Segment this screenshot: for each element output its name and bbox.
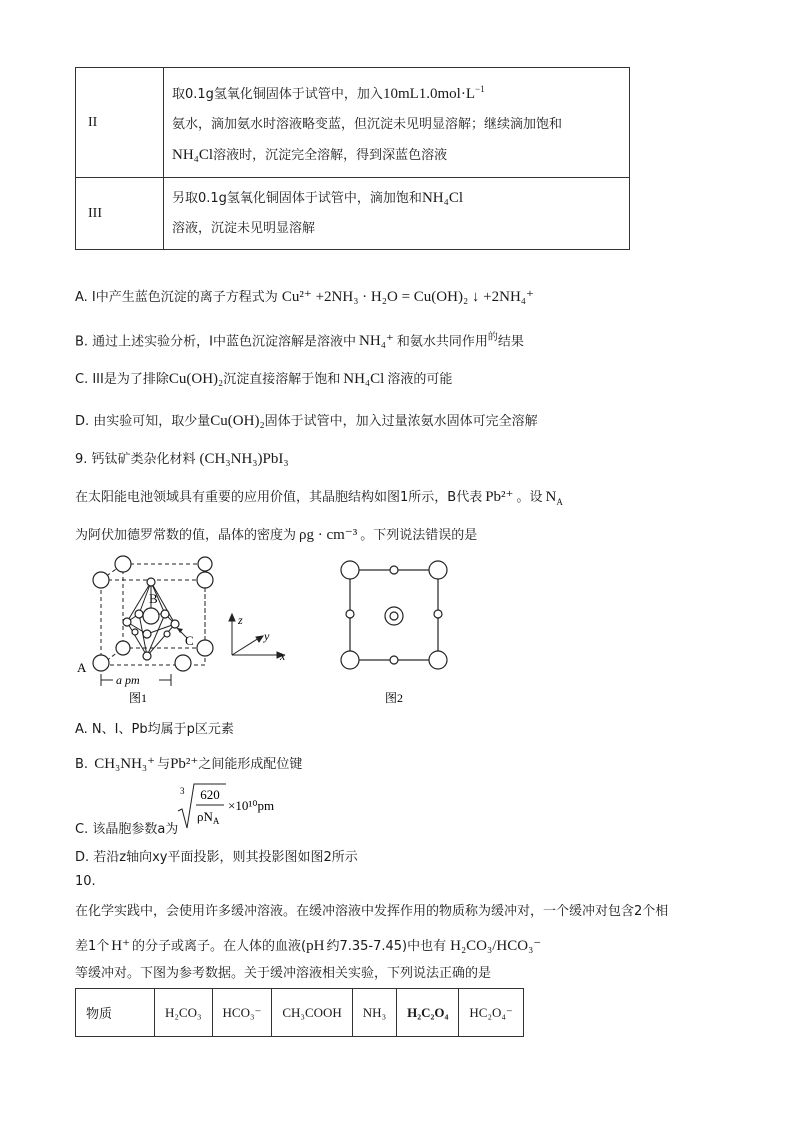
q10-number: 10. <box>75 874 96 889</box>
row-text: 溶液，沉淀未见明显溶解 <box>172 221 316 236</box>
axis-y-label: y <box>264 629 270 643</box>
formula: ρg · cm⁻³ <box>299 527 358 543</box>
row-text: 氨水，滴加氨水时溶液略变蓝，但沉淀未见明显溶解；继续滴加饱和 <box>172 117 563 132</box>
formula: Cu(OH)₂ <box>210 413 265 429</box>
table-header-cell: HC₂O₄⁻ <box>459 989 523 1037</box>
row-number: III <box>76 178 164 250</box>
table-header-cell: H₂C₂O₄ <box>397 989 459 1037</box>
label-b: B <box>149 591 158 606</box>
q9-option-d: D. 若沿z轴向xy平面投影，则其投影图如图2所示 <box>75 850 358 865</box>
q8-option-c: C. III是为了排除Cu(OH)₂沉淀直接溶解于饱和 NH₄Cl 溶液的可能 <box>75 371 453 387</box>
row-text: 取0.1g氢氧化铜固体于试管中，加入 <box>172 87 383 102</box>
q10-line3: 等缓冲对。下图为参考数据。关于缓冲溶液相关实验，下列说法正确的是 <box>75 966 492 981</box>
formula: Cu(OH)₂ <box>168 371 224 387</box>
table-row <box>76 989 524 1037</box>
label-c: C <box>185 633 194 648</box>
figure-1-caption: 图1 <box>129 691 148 705</box>
exponent-tail: ×10¹⁰pm <box>228 798 275 813</box>
formula: H⁺ <box>111 938 131 954</box>
formula: $10mL1.0mol\cdot L^{-1}$ <box>382 84 485 102</box>
q8-option-a: A. I中产生蓝色沉淀的离子方程式为 Cu²⁺ +2NH₃ · H₂O = Cu(OH)₂ ↓ +2NH₄⁺ <box>75 289 534 305</box>
q9-stem-line1: 9. 钙钛矿类杂化材料 (CH₃NH₃)PbI₃ <box>75 451 289 467</box>
formula: NH₄⁺ <box>359 333 394 350</box>
cube-root-expression <box>176 781 296 833</box>
q8-option-b: B. 通过上述实验分析，I中蓝色沉淀溶解是溶液中 NH₄⁺ 和氨水共同作用$^的$结果 <box>75 332 524 350</box>
table-header-cell: CH₃COOH <box>272 989 352 1037</box>
table-row <box>76 68 630 178</box>
dimension-label: a pm <box>116 673 140 687</box>
formula: Pb²⁺ <box>485 489 514 505</box>
row-text: 溶液时，沉淀完全溶解，得到深蓝色溶液 <box>213 148 448 163</box>
formula: NH₄Cl <box>172 147 214 163</box>
q10-line1: 在化学实践中，会使用许多缓冲溶液。在缓冲溶液中发挥作用的物质称为缓冲对，一个缓冲对包含2个相 <box>75 904 669 919</box>
formula: Pb²⁺ <box>170 756 199 772</box>
q9-stem-line3: 为阿伏加德罗常数的值，晶体的密度为 ρg · cm⁻³ 。下列说法错误的是 <box>75 527 478 543</box>
formula: Cu²⁺ +2NH₃ · H₂O = Cu(OH)₂ ↓ +2NH₄⁺ <box>281 289 534 305</box>
axis-x-label: x <box>280 649 286 663</box>
row-number: II <box>76 68 164 178</box>
q9-stem-line2: 在太阳能电池领域具有重要的应用价值，其晶胞结构如图1所示，B代表 Pb²⁺ 。设 $N_A$ <box>75 489 563 507</box>
row-content <box>164 68 630 178</box>
row-text: 另取0.1g氢氧化铜固体于试管中，滴加饱和 <box>172 191 422 206</box>
table-header-cell: 物质 <box>76 989 155 1037</box>
table-header-cell: H₂CO₃ <box>155 989 213 1037</box>
denominator: $\rho N_A$ <box>197 809 220 826</box>
q8-option-d: D. 由实验可知，取少量Cu(OH)₂固体于试管中，加入过量浓氨水固体可完全溶解 <box>75 413 538 429</box>
formula: CH₃NH₃⁺ <box>94 756 156 772</box>
q9-option-a: A. N、I、Pb均属于p区元素 <box>75 722 234 737</box>
numerator: 620 <box>200 787 220 802</box>
formula: $N_A$ <box>545 489 563 507</box>
figure-1-crystal-cell <box>75 552 305 707</box>
experiment-table <box>75 67 630 250</box>
q9-option-b: B. CH₃NH₃⁺ 与Pb²⁺之间能形成配位键 <box>75 756 303 772</box>
reference-data-table <box>75 988 524 1037</box>
table-header-cell: HCO₃⁻ <box>212 989 272 1037</box>
table-row <box>76 178 630 250</box>
q10-line2: 差1个 H⁺ 的分子或离子。在人体的血液(pH 约7.35-7.45)中也有 H₂CO₃/HCO₃⁻ <box>75 938 542 954</box>
formula: NH₄Cl <box>343 371 385 387</box>
formula: pH <box>306 938 325 954</box>
figure-2-caption: 图2 <box>384 691 404 705</box>
root-index: 3 <box>180 786 185 796</box>
formula: H₂CO₃/HCO₃⁻ <box>450 938 542 954</box>
formula: NH₄Cl <box>421 190 464 206</box>
axis-z-label: z <box>238 613 243 627</box>
q9-option-c-label: C. 该晶胞参数a为 <box>75 822 179 837</box>
figure-2-projection <box>332 552 462 707</box>
table-header-cell: NH₃ <box>352 989 396 1037</box>
formula: (CH₃NH₃)PbI₃ <box>199 451 289 467</box>
label-a: A <box>77 660 87 675</box>
row-content <box>164 178 630 250</box>
